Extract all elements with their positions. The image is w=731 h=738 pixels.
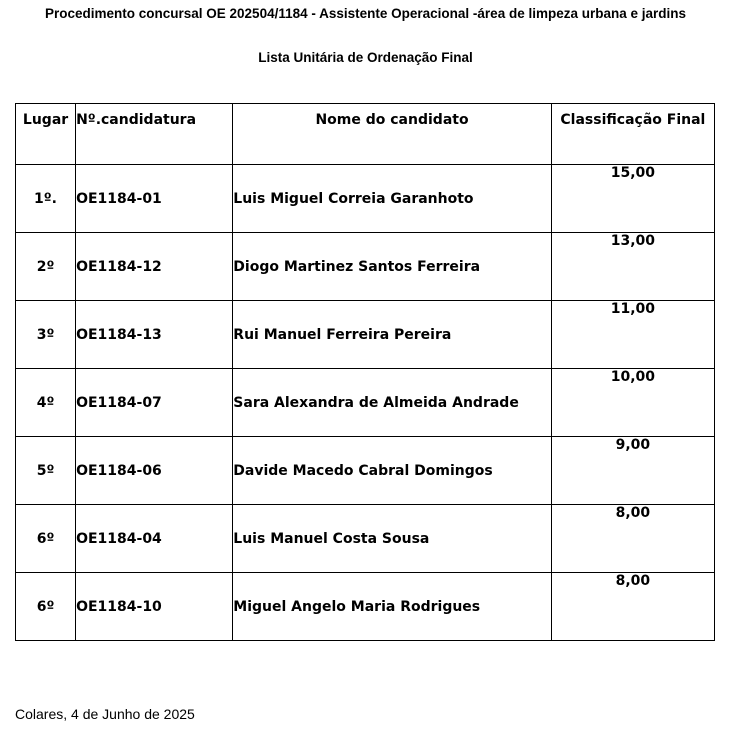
table-row [16,369,715,437]
cell-lugar: 6º [16,505,76,573]
cell-classificacao: 9,00 [551,437,714,505]
cell-classificacao: 15,00 [551,165,714,233]
cell-candidatura: OE1184-01 [76,165,233,233]
header-candidatura: Nº.candidatura [76,104,233,165]
cell-lugar: 1º. [16,165,76,233]
results-table [15,103,715,641]
cell-lugar: 3º [16,301,76,369]
cell-nome: Rui Manuel Ferreira Pereira [233,301,551,369]
document-title: Procedimento concursal OE 202504/1184 - Assistente Operacional -área de limpeza urbana e jardins [44,6,687,21]
cell-candidatura: OE1184-12 [76,233,233,301]
header-classificacao: Classificação Final [551,104,714,165]
place-date-footer: Colares, 4 de Junho de 2025 [15,706,195,722]
table-row [16,505,715,573]
cell-lugar: 2º [16,233,76,301]
cell-nome: Luis Miguel Correia Garanhoto [233,165,551,233]
table-row [16,437,715,505]
document-subtitle: Lista Unitária de Ordenação Final [258,50,473,65]
cell-lugar: 5º [16,437,76,505]
cell-candidatura: OE1184-07 [76,369,233,437]
cell-lugar: 6º [16,573,76,641]
table-header-row [16,104,715,165]
cell-nome: Sara Alexandra de Almeida Andrade [233,369,551,437]
cell-classificacao: 10,00 [551,369,714,437]
table-row [16,165,715,233]
header-lugar: Lugar [16,104,76,165]
cell-classificacao: 8,00 [551,573,714,641]
cell-candidatura: OE1184-04 [76,505,233,573]
table-row [16,573,715,641]
cell-candidatura: OE1184-13 [76,301,233,369]
cell-classificacao: 13,00 [551,233,714,301]
cell-nome: Diogo Martinez Santos Ferreira [233,233,551,301]
table-row [16,301,715,369]
cell-nome: Miguel Angelo Maria Rodrigues [233,573,551,641]
cell-lugar: 4º [16,369,76,437]
table-row [16,233,715,301]
cell-classificacao: 11,00 [551,301,714,369]
cell-nome: Luis Manuel Costa Sousa [233,505,551,573]
cell-nome: Davide Macedo Cabral Domingos [233,437,551,505]
cell-classificacao: 8,00 [551,505,714,573]
cell-candidatura: OE1184-10 [76,573,233,641]
header-nome: Nome do candidato [233,104,551,165]
cell-candidatura: OE1184-06 [76,437,233,505]
